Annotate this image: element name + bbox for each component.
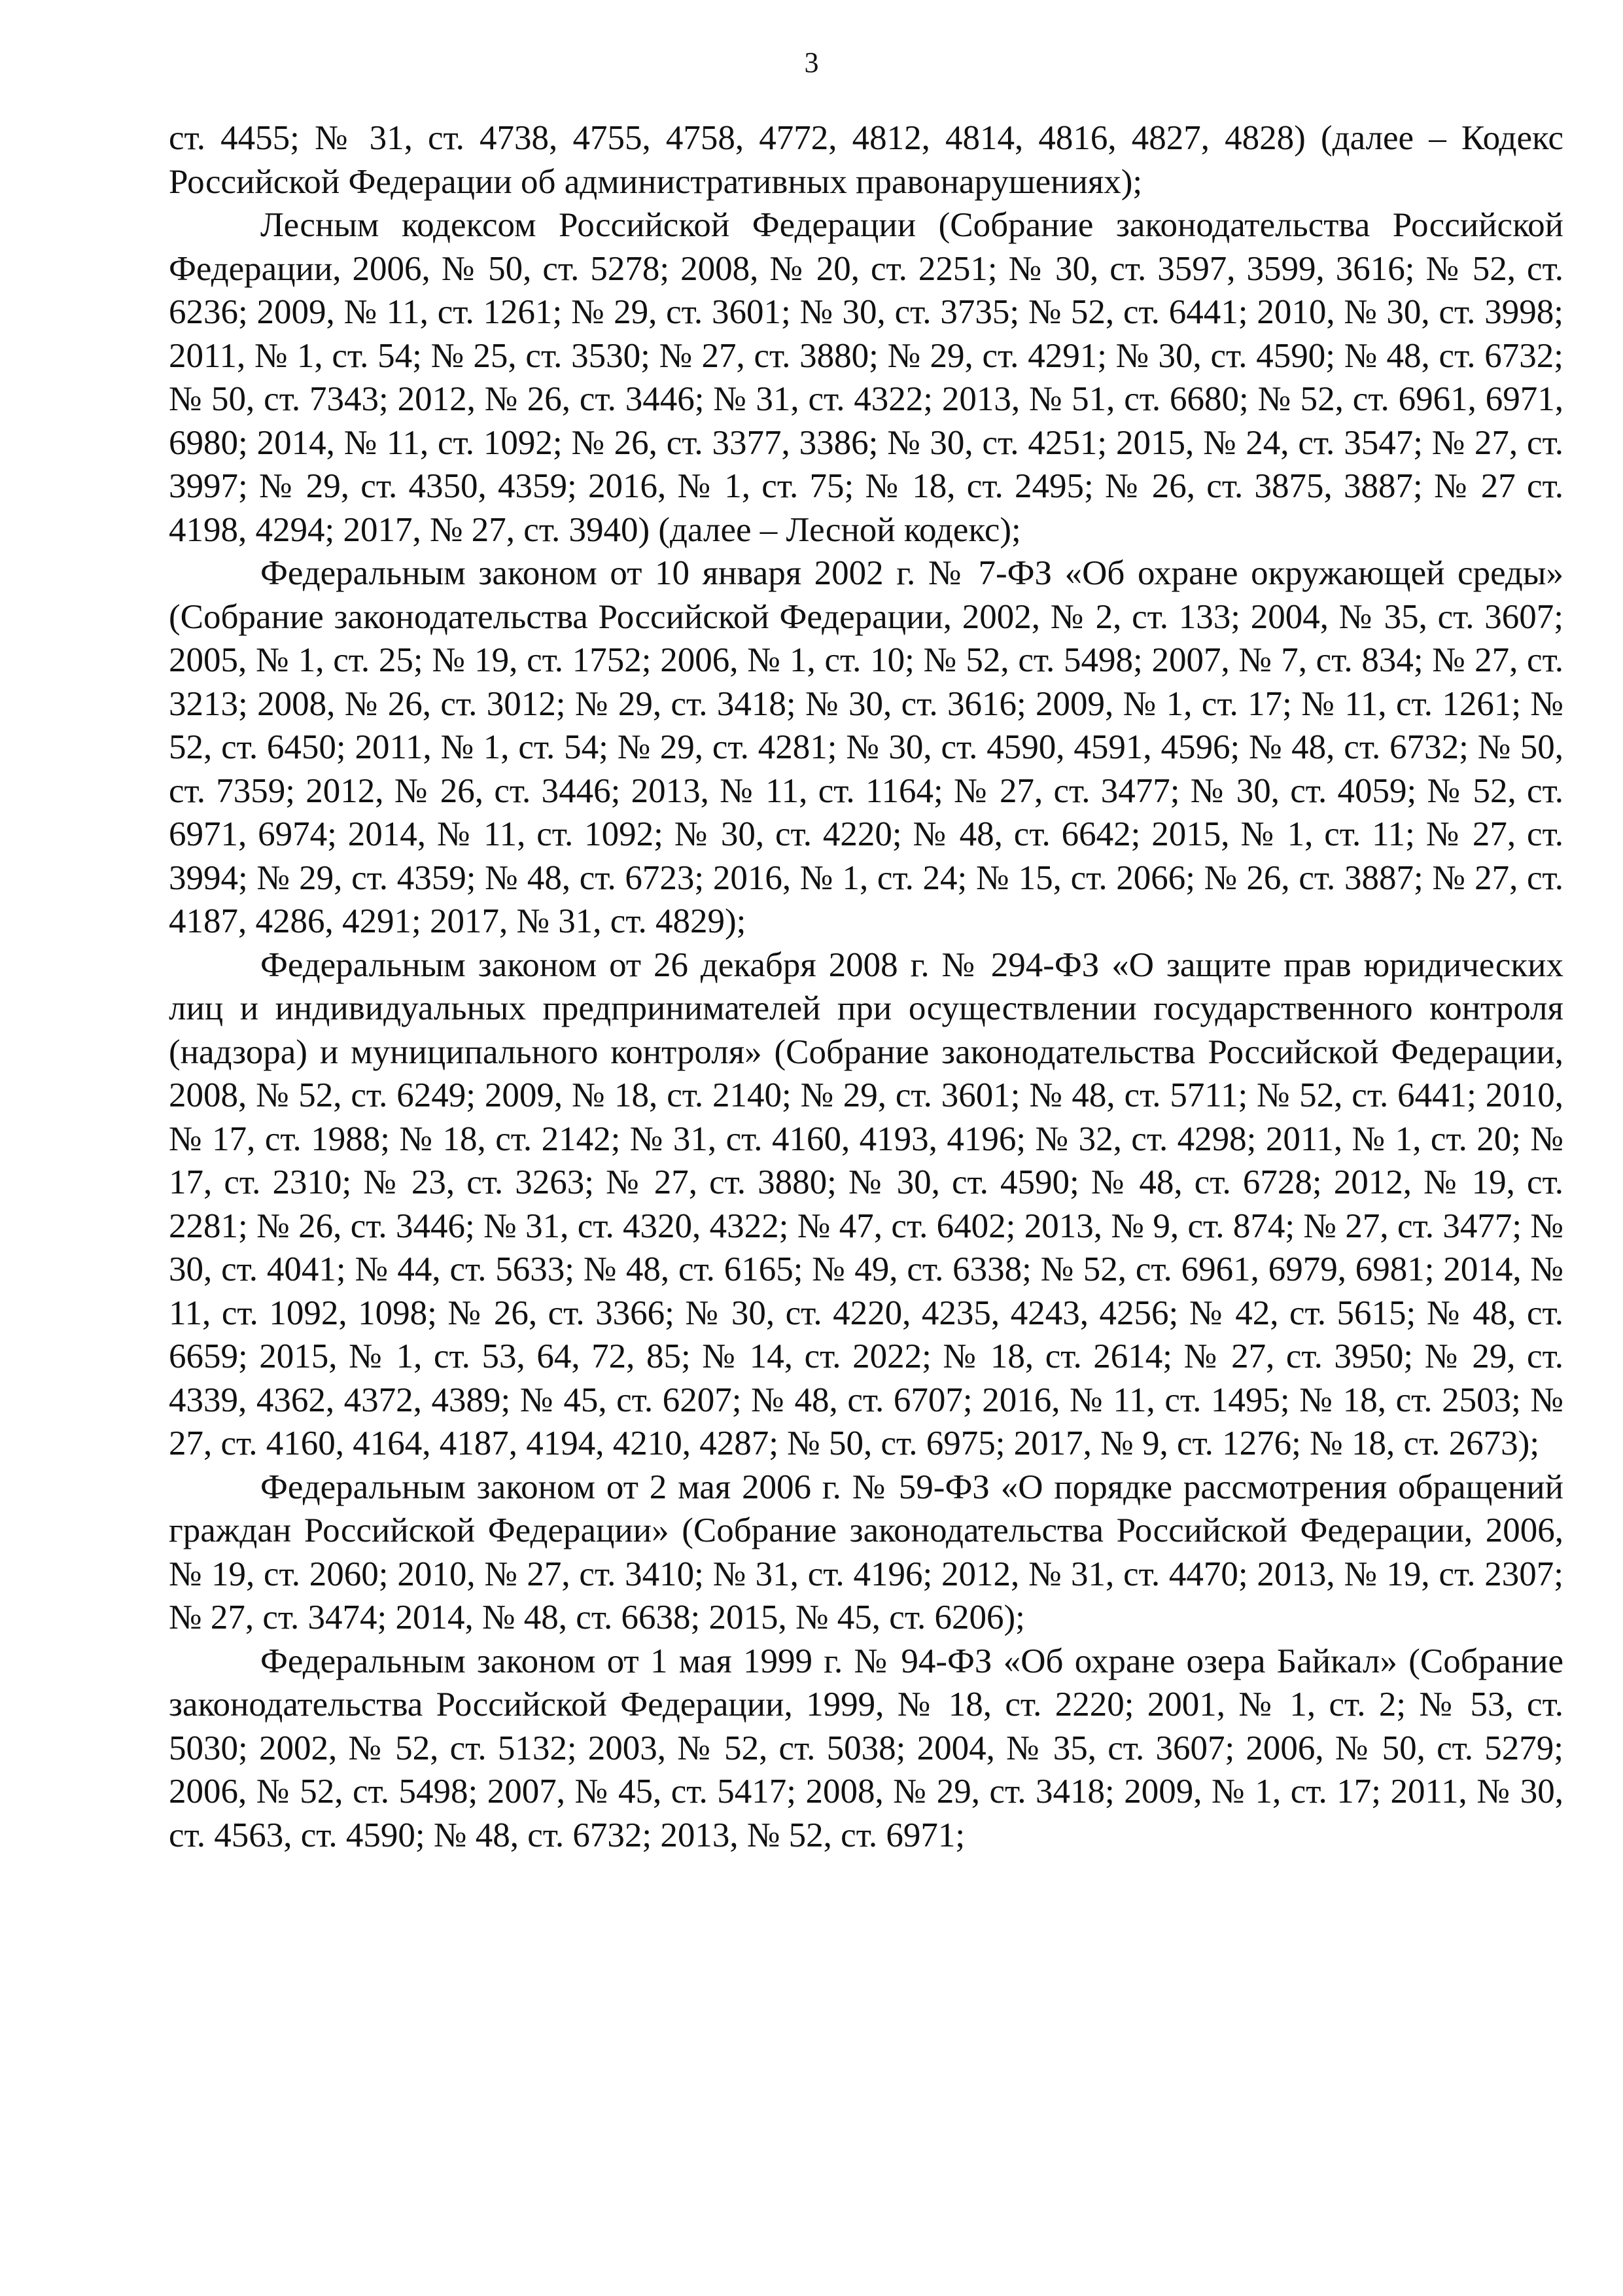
paragraph-baikal-law: Федеральным законом от 1 мая 1999 г. № 94-ФЗ «Об охране озера Байкал» (Собрание законодательства Российской Федерации, 1999, № 18, ст. 2220; 2001, № 1, ст. 2; № 53, ст. 5030; 2002, № 52, ст. 5132; 2003, № 52, ст. 5038; 2004, № 35, ст. 3607; 2006, № 50, ст. 5279; 2006, № 52, ст. 5498; 2007, № 45, ст. 5417; 2008, № 29, ст. 3418; 2009, № 1, ст. 17; 2011, № 30, ст. 4563, ст. 4590; № 48, ст. 6732; 2013, № 52, ст. 6971; <box>169 1642 1563 1854</box>
paragraph-citizens-appeals-law: Федеральным законом от 2 мая 2006 г. № 59-ФЗ «О порядке рассмотрения обращений граждан Российской Федерации» (Собрание законодательства Российской Федерации, 2006, № 19, ст. 2060; 2010, № 27, ст. 3410; № 31, ст. 4196; 2012, № 31, ст. 4470; 2013, № 19, ст. 2307; № 27, ст. 3474; 2014, № 48, ст. 6638; 2015, № 45, ст. 6206); <box>169 1468 1563 1636</box>
paragraph-rights-protection-law: Федеральным законом от 26 декабря 2008 г. № 294-ФЗ «О защите прав юридических лиц и индивидуальных предпринимателей при осуществлении государственного контроля (надзора) и муниципального контроля» (Собрание законодательства Российской Федерации, 2008, № 52, ст. 6249; 2009, № 18, ст. 2140; № 29, ст. 3601; № 48, ст. 5711; № 52, ст. 6441; 2010, № 17, ст. 1988; № 18, ст. 2142; № 31, ст. 4160, 4193, 4196; № 32, ст. 4298; 2011, № 1, ст. 20; № 17, ст. 2310; № 23, ст. 3263; № 27, ст. 3880; № 30, ст. 4590; № 48, ст. 6728; 2012, № 19, ст. 2281; № 26, ст. 3446; № 31, ст. 4320, 4322; № 47, ст. 6402; 2013, № 9, ст. 874; № 27, ст. 3477; № 30, ст. 4041; № 44, ст. 5633; № 48, ст. 6165; № 49, ст. 6338; № 52, ст. 6961, 6979, 6981; 2014, № 11, ст. 1092, 1098; № 26, ст. 3366; № 30, ст. 4220, 4235, 4243, 4256; № 42, ст. 5615; № 48, ст. 6659; 2015, № 1, ст. 53, 64, 72, 85; № 14, ст. 2022; № 18, ст. 2614; № 27, ст. 3950; № 29, ст. 4339, 4362, 4372, 4389; № 45, ст. 6207; № 48, ст. 6707; 2016, № 11, ст. 1495; № 18, ст. 2503; № 27, ст. 4160, 4164, 4187, 4194, 4210, 4287; № 50, ст. 6975; 2017, № 9, ст. 1276; № 18, ст. 2673); <box>169 945 1563 1462</box>
document-body <box>169 116 1563 1857</box>
paragraph-environment-law: Федеральным законом от 10 января 2002 г. № 7-ФЗ «Об охране окружающей среды» (Собрание законодательства Российской Федерации, 2002, № 2, ст. 133; 2004, № 35, ст. 3607; 2005, № 1, ст. 25; № 19, ст. 1752; 2006, № 1, ст. 10; № 52, ст. 5498; 2007, № 7, ст. 834; № 27, ст. 3213; 2008, № 26, ст. 3012; № 29, ст. 3418; № 30, ст. 3616; 2009, № 1, ст. 17; № 11, ст. 1261; № 52, ст. 6450; 2011, № 1, ст. 54; № 29, ст. 4281; № 30, ст. 4590, 4591, 4596; № 48, ст. 6732; № 50, ст. 7359; 2012, № 26, ст. 3446; 2013, № 11, ст. 1164; № 27, ст. 3477; № 30, ст. 4059; № 52, ст. 6971, 6974; 2014, № 11, ст. 1092; № 30, ст. 4220; № 48, ст. 6642; 2015, № 1, ст. 11; № 27, ст. 3994; № 29, ст. 4359; № 48, ст. 6723; 2016, № 1, ст. 24; № 15, ст. 2066; № 26, ст. 3887; № 27, ст. 4187, 4286, 4291; 2017, № 31, ст. 4829); <box>169 554 1563 940</box>
page-number: 3 <box>804 46 819 79</box>
paragraph-continuation: ст. 4455; № 31, ст. 4738, 4755, 4758, 4772, 4812, 4814, 4816, 4827, 4828) (далее – Кодекс Российской Федерации об административных правонарушениях); <box>169 119 1563 201</box>
paragraph-forest-code: Лесным кодексом Российской Федерации (Собрание законодательства Российской Федерации, 2006, № 50, ст. 5278; 2008, № 20, ст. 2251; № 30, ст. 3597, 3599, 3616; № 52, ст. 6236; 2009, № 11, ст. 1261; № 29, ст. 3601; № 30, ст. 3735; № 52, ст. 6441; 2010, № 30, ст. 3998; 2011, № 1, ст. 54; № 25, ст. 3530; № 27, ст. 3880; № 29, ст. 4291; № 30, ст. 4590; № 48, ст. 6732; № 50, ст. 7343; 2012, № 26, ст. 3446; № 31, ст. 4322; 2013, № 51, ст. 6680; № 52, ст. 6961, 6971, 6980; 2014, № 11, ст. 1092; № 26, ст. 3377, 3386; № 30, ст. 4251; 2015, № 24, ст. 3547; № 27, ст. 3997; № 29, ст. 4350, 4359; 2016, № 1, ст. 75; № 18, ст. 2495; № 26, ст. 3875, 3887; № 27 ст. 4198, 4294; 2017, № 27, ст. 3940) (далее – Лесной кодекс); <box>169 206 1563 549</box>
